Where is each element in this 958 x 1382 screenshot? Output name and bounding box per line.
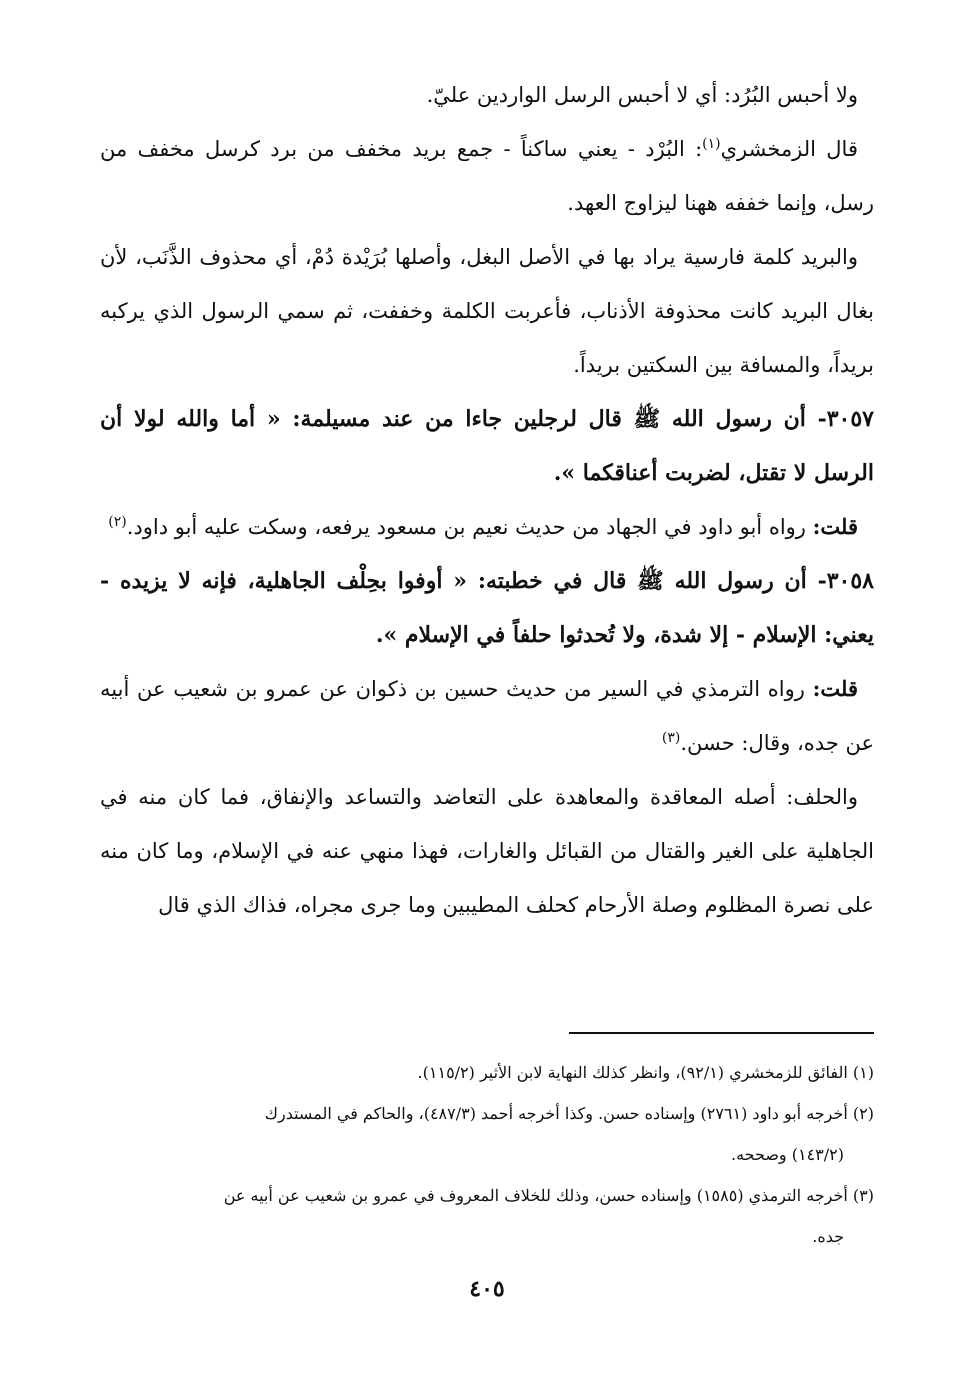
paragraph-1: ولا أحبس البُرُد: أي لا أحبس الرسل الواردين عليّ.: [426, 83, 858, 107]
footnote-3-cont: جده.: [812, 1227, 844, 1246]
zamakhshari-label: قال الزمخشري: [720, 137, 858, 161]
comment-text: رواه أبو داود في الجهاد من حديث نعيم بن مسعود يرفعه، وسكت عليه أبو داود.: [126, 515, 806, 539]
book-page: [100, 68, 874, 1378]
comment-text: رواه الترمذي في السير من حديث حسين بن ذكوان عن عمرو بن شعيب عن أبيه عن جده، وقال: حسن.: [100, 677, 874, 755]
paragraph-hilf: والحلف: أصله المعاقدة والمعاهدة على التعاضد والتساعد والإنفاق، فما كان منه في الجاهلية على الغير والقتال من القبائل والغارات، فهذا منهي عنه في الإسلام، وما كان منه على نصرة المظلوم وصلة الأرحام كحلف المطيبين وما جرى مجراه، فذاك الذي قال: [100, 785, 874, 917]
comment-3058: [100, 662, 874, 770]
zamakhshari-text: : البُرْد - يعني ساكناً - جمع بريد مخفف من برد كرسل مخفف من رسل، وإنما خففه ههنا ليزاوج العهد.: [100, 137, 874, 215]
paragraph-2: [100, 122, 874, 230]
footnote-ref-1[interactable]: (١): [702, 136, 721, 152]
page-number: ٤٠٥: [469, 1276, 505, 1302]
footnote-2: (٢) أخرجه أبو داود (٢٧٦١) وإسناده حسن. وكذا أخرجه أحمد (٤٨٧/٣)، والحاكم في المستدرك: [264, 1104, 874, 1123]
hadith-3057: ٣٠٥٧- أن رسول الله ﷺ قال لرجلين جاءا من عند مسيلمة: « أما والله لولا أن الرسل لا تقتل، لضربت أعناقكما ».: [100, 406, 874, 486]
footnote-ref-3[interactable]: (٣): [661, 730, 681, 746]
paragraph-3: والبريد كلمة فارسية يراد بها في الأصل البغل، وأصلها بُرَيْدة دُمْ، أي محذوف الذَّنَب، لأن بغال البريد كانت محذوفة الأذناب، فأعربت الكلمة وخففت، ثم سمي الرسول الذي يركبه بريداً، والمسافة بين السكتين بريداً.: [100, 245, 874, 377]
hadith-3058: ٣٠٥٨- أن رسول الله ﷺ قال في خطبته: « أوفوا بحِلْف الجاهلية، فإنه لا يزيده - يعني: الإسلام - إلا شدة، ولا تُحدثوا حلفاً في الإسلام ».: [100, 568, 874, 648]
main-text: [100, 68, 874, 932]
footnote-2-cont: (١٤٣/٢) وصححه.: [731, 1145, 844, 1164]
comment-3057: [100, 500, 874, 554]
footnote-3: (٣) أخرجه الترمذي (١٥٨٥) وإسناده حسن، وذلك للخلاف المعروف في عمرو بن شعيب عن أبيه عن: [223, 1186, 874, 1205]
footnote-1: (١) الفائق للزمخشري (٩٢/١)، وانظر كذلك النهاية لابن الأثير (١١٥/٢).: [417, 1063, 874, 1082]
comment-label: قلت:: [812, 676, 858, 701]
footnote-separator: [569, 1032, 874, 1034]
comment-label: قلت:: [812, 514, 858, 539]
footnotes: [100, 1052, 874, 1257]
footnote-ref-2[interactable]: (٢): [108, 514, 127, 530]
